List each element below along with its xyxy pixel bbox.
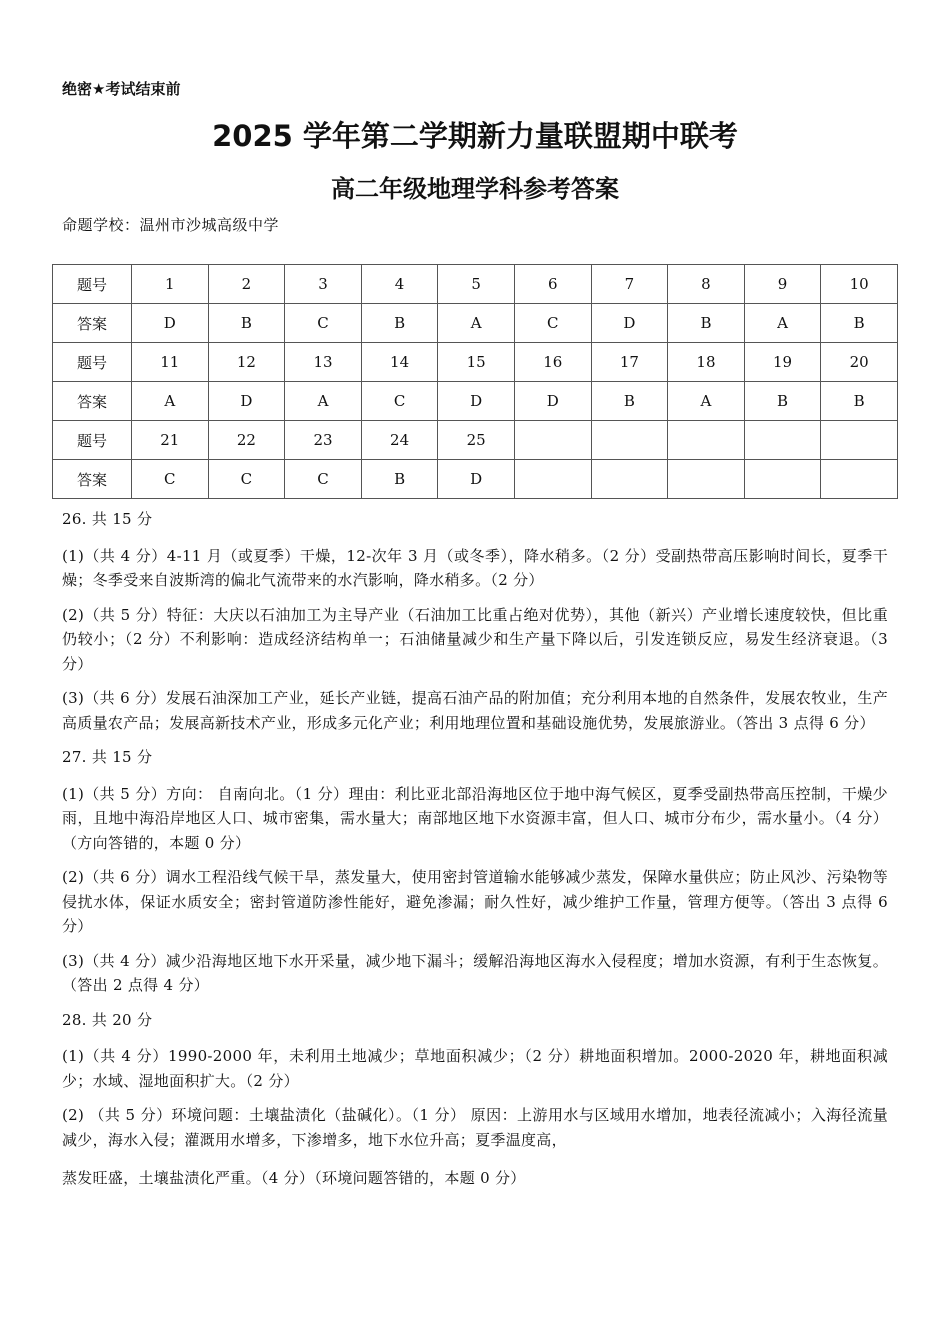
answer-table-cell: D <box>438 382 515 421</box>
answer-table-cell: 14 <box>361 343 438 382</box>
exam-title: 2025 学年第二学期新力量联盟期中联考 <box>212 119 738 153</box>
answer-table-cell <box>821 421 898 460</box>
row-label-cell: 答案 <box>53 460 132 499</box>
answer-table-cell: 8 <box>668 265 745 304</box>
answer-table-cell: A <box>744 304 821 343</box>
confidential-mark: 绝密★考试结束前 <box>62 80 181 98</box>
answer-table-cell: 19 <box>744 343 821 382</box>
answer-table-cell: C <box>361 382 438 421</box>
answer-table-cell <box>744 421 821 460</box>
answer-table-cell: 20 <box>821 343 898 382</box>
answer-table-cell: 13 <box>285 343 362 382</box>
question-28-part-1: (1)（共 4 分）1990-2000 年，未利用土地减少；草地面积减少；（2 分）耕地面积增加。2000-2020 年，耕地面积减少；水域、湿地面积扩大。（2 分） <box>62 1047 888 1090</box>
answer-table-cell: 22 <box>208 421 285 460</box>
answer-table-cell: C <box>514 304 591 343</box>
answer-table-cell: 10 <box>821 265 898 304</box>
answer-table-cell: D <box>132 304 209 343</box>
answer-table-cell <box>744 460 821 499</box>
answer-table-cell: 9 <box>744 265 821 304</box>
answer-table-cell: D <box>591 304 668 343</box>
answer-table-cell: D <box>208 382 285 421</box>
answer-table-row <box>53 343 898 382</box>
answer-table-row <box>53 460 898 499</box>
question-27-part-1: (1)（共 5 分）方向： 自南向北。（1 分）理由：利比亚北部沿海地区位于地中海气候区，夏季受副热带高压控制，干燥少雨，且地中海沿岸地区人口、城市密集，需水量大；南部地区地下水资源丰富，但人口、城市分布少，需水量小。（4 分）（方向答错的，本题 0 分） <box>62 784 888 852</box>
row-label-cell: 题号 <box>53 421 132 460</box>
answer-table-cell: 18 <box>668 343 745 382</box>
question-26-part-3: (3)（共 6 分）发展石油深加工产业，延长产业链，提高石油产品的附加值；充分利用本地的自然条件，发展农牧业，生产高质量农产品；发展高新技术产业，形成多元化产业；利用地理位置和基础设施优势，发展旅游业。（答出 3 点得 6 分） <box>62 689 888 732</box>
question-26-heading: 26. 共 15 分 <box>62 510 153 528</box>
exam-subtitle: 高二年级地理学科参考答案 <box>331 175 619 203</box>
answer-table-cell: B <box>361 460 438 499</box>
answer-table-cell: B <box>591 382 668 421</box>
answer-table-cell: 5 <box>438 265 515 304</box>
answer-table-cell: A <box>438 304 515 343</box>
answer-table-cell: B <box>821 304 898 343</box>
question-27-part-2: (2)（共 6 分）调水工程沿线气候干旱，蒸发量大，使用密封管道输水能够减少蒸发，保障水量供应；防止风沙、污染物等侵扰水体，保证水质安全；密封管道防渗性能好，避免渗漏；耐久性好，减少维护工作量，管理方便等。（答出 3 点得 6 分） <box>62 868 888 935</box>
answer-table-cell: 16 <box>514 343 591 382</box>
answer-table-row <box>53 265 898 304</box>
answer-table-cell <box>514 460 591 499</box>
answer-table-cell: B <box>744 382 821 421</box>
answer-table-cell: 17 <box>591 343 668 382</box>
answer-table-cell: B <box>668 304 745 343</box>
answer-table-cell: 23 <box>285 421 362 460</box>
answer-table-cell: 1 <box>132 265 209 304</box>
row-label-cell: 答案 <box>53 304 132 343</box>
answer-table-cell <box>668 421 745 460</box>
answer-table-row <box>53 304 898 343</box>
answer-table-cell: B <box>208 304 285 343</box>
answer-content <box>62 507 888 1201</box>
answer-table-cell <box>668 460 745 499</box>
answer-table-cell: 6 <box>514 265 591 304</box>
answer-table-cell: C <box>132 460 209 499</box>
school-line: 命题学校：温州市沙城高级中学 <box>62 216 280 234</box>
answer-table-cell: 7 <box>591 265 668 304</box>
answer-table <box>52 264 898 499</box>
answer-table-cell: A <box>132 382 209 421</box>
row-label-cell: 题号 <box>53 343 132 382</box>
answer-table-cell: 24 <box>361 421 438 460</box>
answer-table-cell: 25 <box>438 421 515 460</box>
answer-table-cell: C <box>285 304 362 343</box>
question-28-part-2: (2) （共 5 分）环境问题：土壤盐渍化（盐碱化）。（1 分） 原因：上游用水与区域用水增加，地表径流减小；入海径流量减少，海水入侵；灌溉用水增多，下渗增多，地下水位升高；夏季温度高， <box>62 1106 888 1149</box>
answer-table-row <box>53 421 898 460</box>
answer-table-cell: C <box>285 460 362 499</box>
answer-table-cell: A <box>668 382 745 421</box>
question-27-part-3: (3)（共 4 分）减少沿海地区地下水开采量，减少地下漏斗；缓解沿海地区海水入侵程度；增加水资源，有利于生态恢复。（答出 2 点得 4 分） <box>62 951 888 994</box>
question-26-part-2: (2)（共 5 分）特征：大庆以石油加工为主导产业（石油加工比重占绝对优势），其他（新兴）产业增长速度较快，但比重仍较小；（2 分）不利影响：造成经济结构单一；石油储量减少和生产量下降以后，引发连锁反应，易发生经济衰退。（3 分） <box>62 605 888 673</box>
answer-table-cell: 21 <box>132 421 209 460</box>
answer-table-cell <box>591 460 668 499</box>
row-label-cell: 题号 <box>53 265 132 304</box>
question-27-heading: 27. 共 15 分 <box>62 748 153 766</box>
answer-table-cell: 3 <box>285 265 362 304</box>
answer-table-cell <box>591 421 668 460</box>
answer-table-cell: 2 <box>208 265 285 304</box>
answer-table-cell: D <box>514 382 591 421</box>
answer-table-cell: B <box>361 304 438 343</box>
answer-table-cell: D <box>438 460 515 499</box>
answer-table-cell: 11 <box>132 343 209 382</box>
answer-table-cell: 12 <box>208 343 285 382</box>
question-28-heading: 28. 共 20 分 <box>62 1010 153 1029</box>
answer-table-cell: C <box>208 460 285 499</box>
answer-table-cell: 4 <box>361 265 438 304</box>
answer-table-cell: 15 <box>438 343 515 382</box>
answer-table-cell: A <box>285 382 362 421</box>
question-28-part-2-continued: 蒸发旺盛，土壤盐渍化严重。（4 分）（环境问题答错的，本题 0 分） <box>62 1169 526 1187</box>
answer-table-cell <box>514 421 591 460</box>
answer-table-cell: B <box>821 382 898 421</box>
answer-table-row <box>53 382 898 421</box>
answer-table-cell <box>821 460 898 499</box>
row-label-cell: 答案 <box>53 382 132 421</box>
question-26-part-1: (1)（共 4 分）4-11 月（或夏季）干燥，12-次年 3 月（或冬季），降水稍多。（2 分）受副热带高压影响时间长，夏季干燥；冬季受来自波斯湾的偏北气流带来的水汽影响，降水稍多。（2 分） <box>62 546 888 589</box>
